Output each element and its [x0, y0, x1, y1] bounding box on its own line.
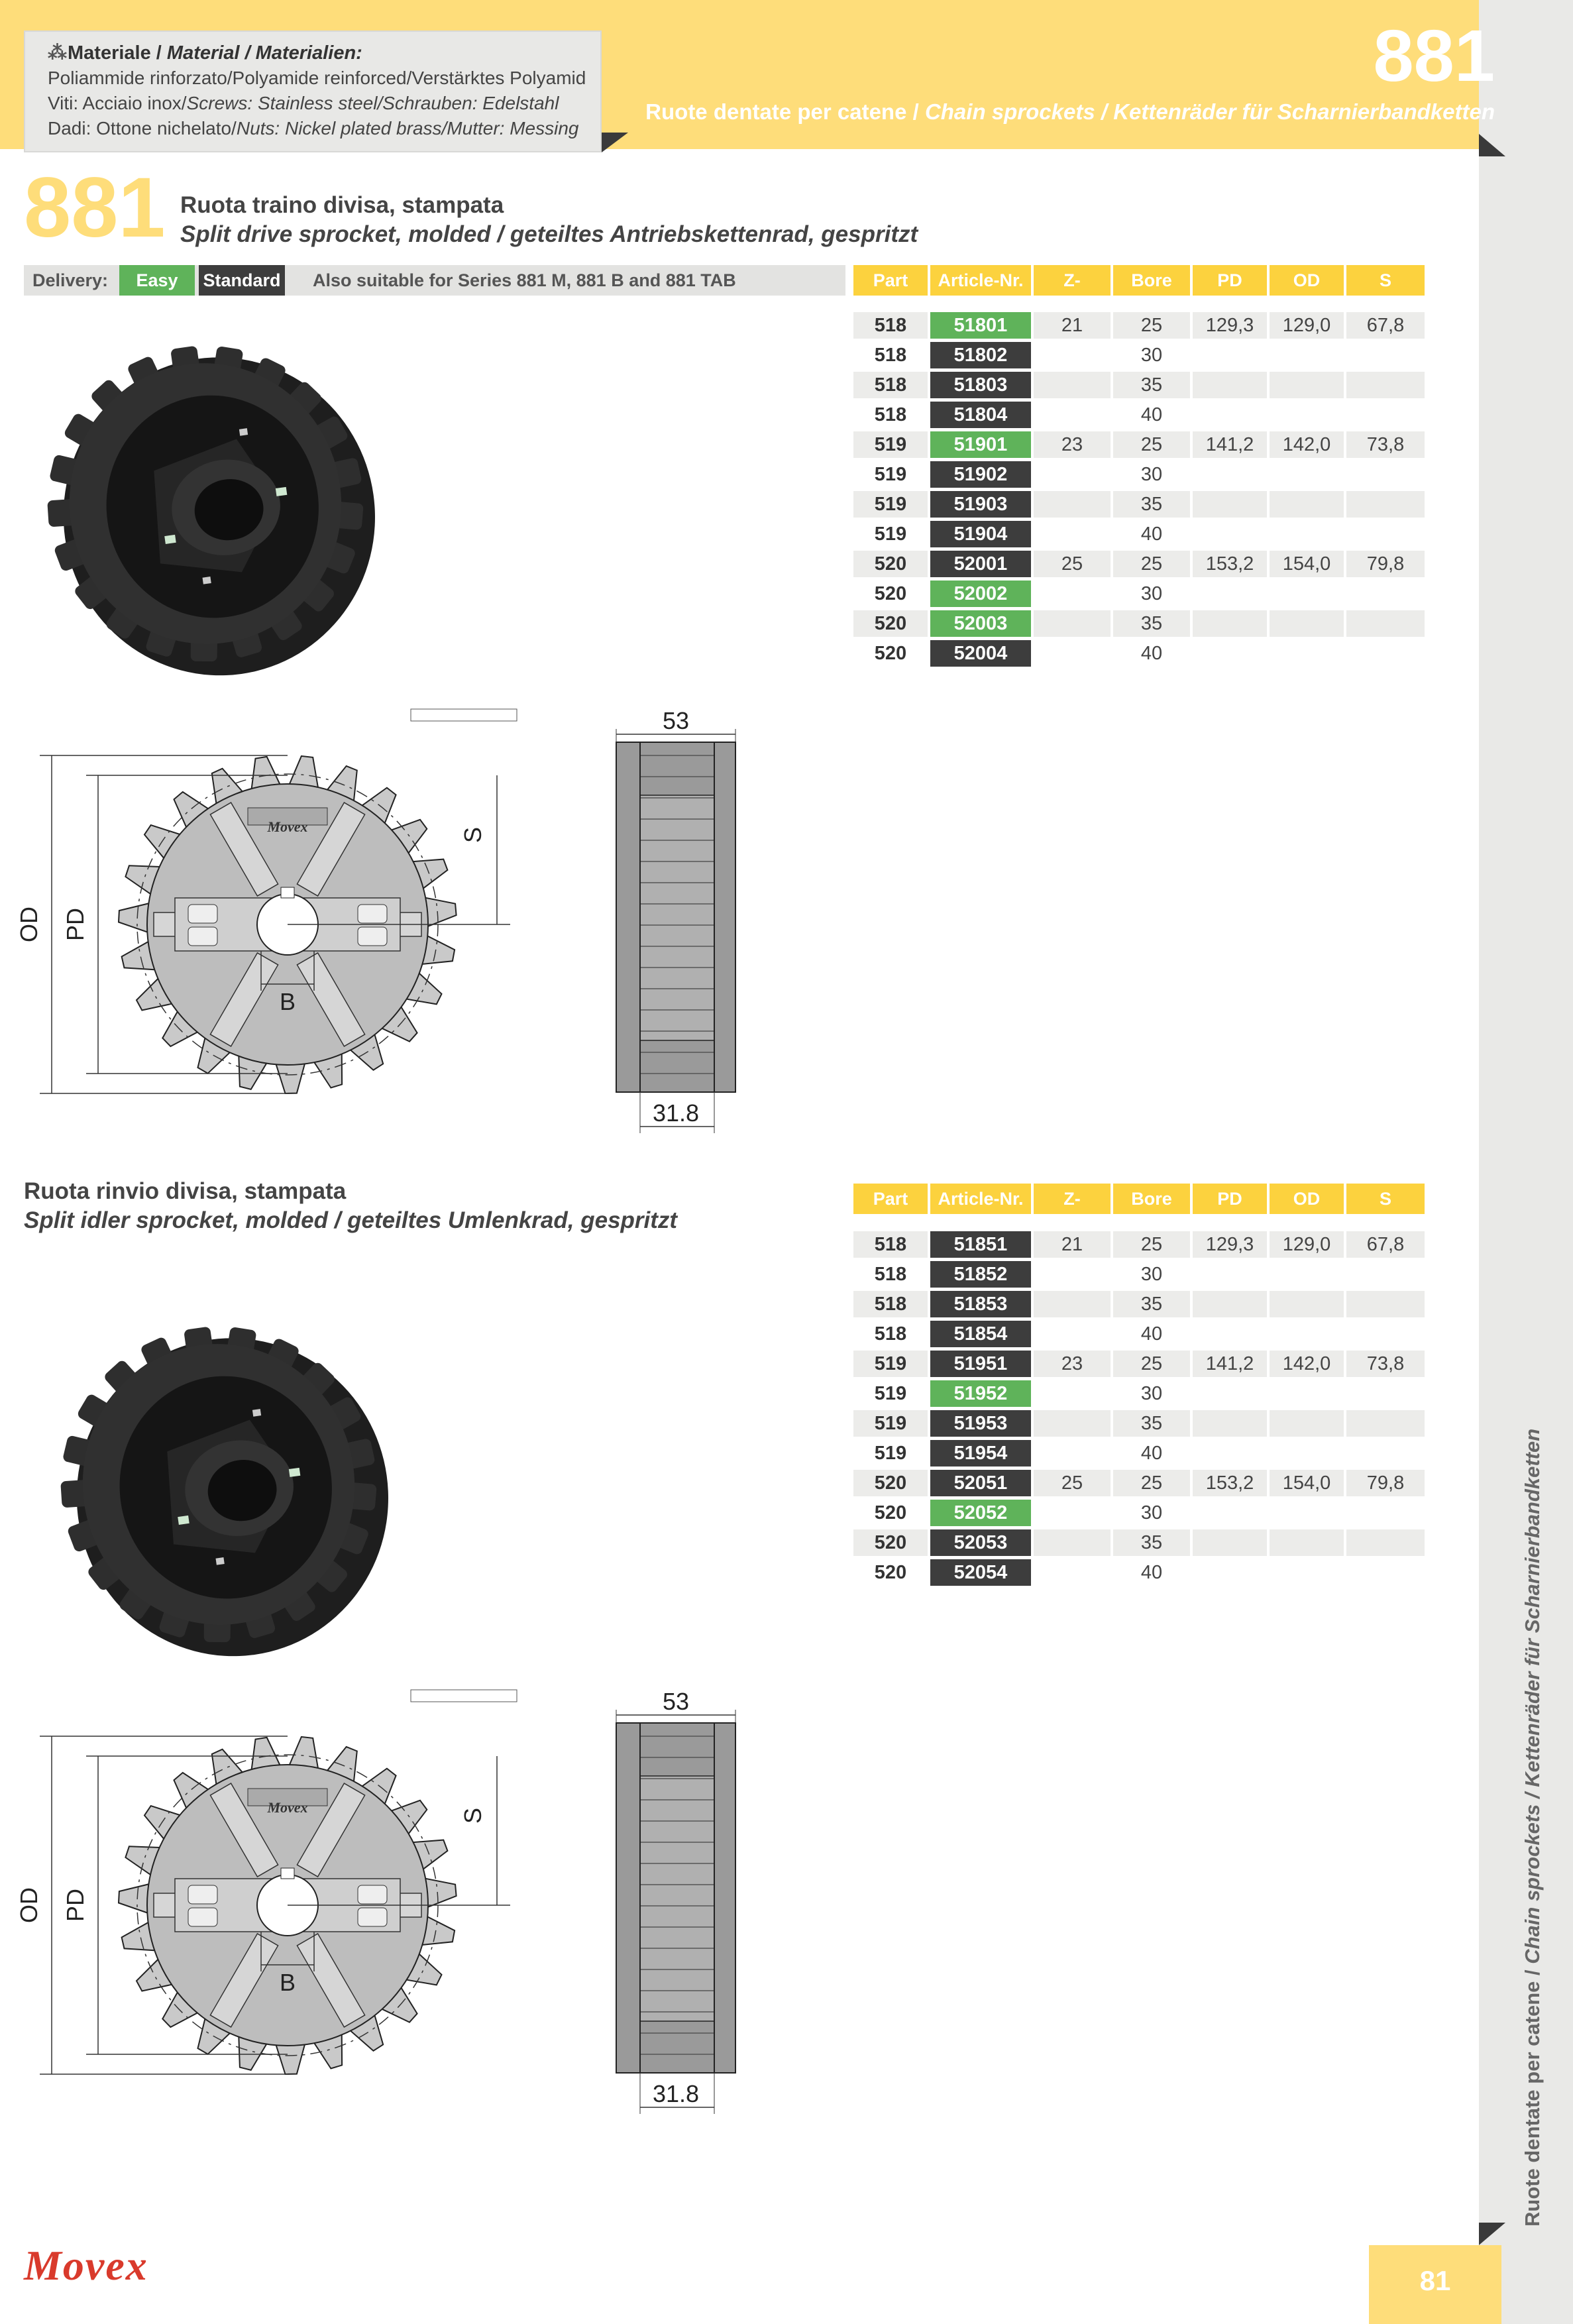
cell-z [1034, 402, 1111, 428]
cell-bore: 35 [1113, 1410, 1190, 1437]
cell-article: 51854 [930, 1321, 1031, 1347]
cell-article: 51801 [930, 312, 1031, 339]
cell-od: 129,0 [1270, 312, 1344, 339]
table-row [853, 581, 1425, 607]
cell-od [1270, 1410, 1344, 1437]
screw-icon [252, 1409, 261, 1417]
bolt-slot [358, 905, 387, 923]
cell-part: 518 [874, 1323, 907, 1345]
delivery-easy-badge: Easy [119, 265, 195, 296]
table-row [853, 461, 1425, 488]
delivery-note: Also suitable for Series 881 M, 881 B and 881 TAB [313, 270, 736, 290]
cell-part: 520 [853, 610, 928, 637]
cell-s [1346, 581, 1425, 607]
b-label: B [279, 988, 296, 1015]
table-row [853, 640, 1425, 667]
table-row [853, 1410, 1425, 1437]
table1-header [853, 265, 1418, 296]
wheel-brand: Movex [267, 818, 308, 835]
cell-bore: 25 [1113, 1351, 1190, 1377]
side-category-label: Ruote dentate per catene / Chain sprockets / Kettenräder für Scharnierbandketten [1521, 1428, 1544, 2227]
table-row [853, 372, 1425, 398]
screw-icon [216, 1557, 225, 1565]
cell-pd [1193, 342, 1267, 368]
width-31-8-label: 31.8 [652, 1099, 700, 1127]
section1-title-it: Ruota traino divisa, stampata [180, 192, 504, 218]
cell-od [1270, 1559, 1344, 1586]
cell-z [1034, 1500, 1111, 1526]
cell-bore: 30 [1140, 1264, 1163, 1285]
th-part: Part [853, 265, 928, 296]
chain-outline [411, 1690, 517, 1702]
cell-article: 51803 [930, 372, 1031, 398]
section2-title-en: Split idler sprocket, molded / geteiltes Umlenkrad, gespritzt [24, 1207, 678, 1233]
table-row [853, 551, 1425, 577]
cell-bore: 40 [1140, 643, 1163, 664]
table-row [853, 1440, 1425, 1466]
cell-pd [1193, 1291, 1267, 1317]
cell-article: 51804 [930, 402, 1031, 428]
screw-icon [203, 577, 211, 584]
table2-header [853, 1184, 1418, 1214]
material-icon: ⁂ [48, 42, 67, 64]
table-row [853, 521, 1425, 547]
cell-article: 51954 [930, 1440, 1031, 1466]
cell-bore: 35 [1113, 491, 1190, 518]
drive-sprocket-photo [40, 318, 384, 689]
cell-z [1034, 1261, 1111, 1288]
cell-s [1346, 1529, 1425, 1556]
screw-icon [289, 1468, 301, 1477]
cell-od [1270, 640, 1344, 667]
width-53-label: 53 [662, 1688, 690, 1715]
cell-od [1270, 521, 1344, 547]
cell-article: 52052 [930, 1500, 1031, 1526]
cell-z [1034, 1321, 1111, 1347]
cell-part: 518 [874, 404, 907, 425]
cell-z [1034, 1559, 1111, 1586]
keyway [281, 887, 294, 898]
series-number: 881 [1373, 15, 1495, 97]
th-z: Z- [1034, 265, 1111, 296]
cell-part: 519 [853, 1410, 928, 1437]
cell-s [1346, 342, 1425, 368]
cell-bore: 25 [1113, 551, 1190, 577]
cell-part: 518 [874, 345, 907, 366]
table-row [853, 1261, 1425, 1288]
table-row [853, 402, 1425, 428]
chain-outline [411, 709, 517, 721]
cell-od: 129,0 [1270, 1231, 1344, 1258]
category-title: Ruote dentate per catene / Chain sprockets / Kettenräder für Scharnierbandketten [645, 99, 1495, 124]
cell-pd [1193, 461, 1267, 488]
cell-part: 518 [853, 312, 928, 339]
cell-pd [1193, 1321, 1267, 1347]
cell-pd [1193, 1440, 1267, 1466]
od-label: OD [15, 907, 42, 942]
cell-article: 52001 [930, 551, 1031, 577]
cell-article: 52054 [930, 1559, 1031, 1586]
cell-part: 518 [874, 1264, 907, 1285]
table-row [853, 312, 1425, 339]
cell-article: 51852 [930, 1261, 1031, 1288]
strip-corner-bottom [1479, 2223, 1505, 2245]
cell-s [1346, 461, 1425, 488]
cell-pd [1193, 1410, 1267, 1437]
cell-bore: 25 [1113, 1470, 1190, 1496]
cell-od: 142,0 [1270, 1351, 1344, 1377]
cell-article: 51903 [930, 491, 1031, 518]
bolt-slot [358, 1908, 387, 1926]
cell-s [1346, 1291, 1425, 1317]
cell-pd [1193, 581, 1267, 607]
cell-z: 25 [1034, 551, 1111, 577]
th-article: Article-Nr. [930, 1184, 1031, 1214]
cell-part: 520 [853, 551, 928, 577]
side-rim [640, 1776, 714, 2021]
table-row [853, 1559, 1425, 1586]
cell-article: 51951 [930, 1351, 1031, 1377]
th-part: Part [853, 1184, 928, 1214]
cell-od [1270, 1500, 1344, 1526]
cell-s [1346, 372, 1425, 398]
cell-s [1346, 1559, 1425, 1586]
bolt-slot [188, 927, 217, 946]
s-label: S [459, 826, 486, 844]
cell-od [1270, 372, 1344, 398]
cell-s [1346, 1321, 1425, 1347]
cell-article: 51902 [930, 461, 1031, 488]
cell-pd [1193, 1380, 1267, 1407]
cell-z: 25 [1034, 1470, 1111, 1496]
th-od: OD [1270, 1184, 1344, 1214]
material-line-3: Dadi: Ottone nichelato/Nuts: Nickel plated brass/Mutter: Messing [48, 118, 579, 138]
th-pd: PD [1193, 1184, 1267, 1214]
cell-z [1034, 640, 1111, 667]
cell-part: 518 [853, 372, 928, 398]
th-bore: Bore [1113, 1184, 1190, 1214]
cell-od [1270, 1380, 1344, 1407]
cell-article: 52003 [930, 610, 1031, 637]
cell-od [1270, 610, 1344, 637]
table-row [853, 342, 1425, 368]
cell-od: 154,0 [1270, 551, 1344, 577]
cell-od [1270, 491, 1344, 518]
cell-article: 52004 [930, 640, 1031, 667]
cell-z [1034, 521, 1111, 547]
cell-part: 519 [853, 431, 928, 458]
cell-s [1346, 610, 1425, 637]
cell-bore: 40 [1140, 524, 1163, 545]
cell-bore: 25 [1113, 1231, 1190, 1258]
cell-s [1346, 1380, 1425, 1407]
cell-article: 51853 [930, 1291, 1031, 1317]
cell-pd [1193, 1559, 1267, 1586]
cell-od: 142,0 [1270, 431, 1344, 458]
delivery-bar [24, 265, 845, 296]
cell-od [1270, 1321, 1344, 1347]
cell-part: 520 [874, 643, 907, 664]
cell-z: 23 [1034, 1351, 1111, 1377]
pd-label: PD [62, 907, 89, 942]
cell-bore: 30 [1140, 583, 1163, 604]
cell-article: 51901 [930, 431, 1031, 458]
s-label: S [459, 1807, 486, 1824]
cell-z: 21 [1034, 1231, 1111, 1258]
cell-od [1270, 1261, 1344, 1288]
cell-article: 51953 [930, 1410, 1031, 1437]
cell-part: 518 [853, 1231, 928, 1258]
cell-part: 520 [874, 583, 907, 604]
page-number: 81 [1419, 2265, 1451, 2296]
cell-z [1034, 1529, 1111, 1556]
table-row [853, 610, 1425, 637]
cell-s [1346, 640, 1425, 667]
side-rim [640, 795, 714, 1040]
material-box [24, 30, 602, 152]
cell-od [1270, 1529, 1344, 1556]
cell-bore: 35 [1113, 1291, 1190, 1317]
screw-icon [164, 535, 176, 544]
cell-bore: 40 [1140, 404, 1163, 425]
cell-pd: 129,3 [1193, 1231, 1267, 1258]
cell-pd [1193, 1529, 1267, 1556]
cell-od [1270, 1440, 1344, 1466]
bolt-slot [188, 905, 217, 923]
cell-bore: 30 [1140, 1502, 1163, 1523]
cell-article: 52002 [930, 581, 1031, 607]
cell-s: 67,8 [1346, 1231, 1425, 1258]
cell-z [1034, 461, 1111, 488]
width-53-label: 53 [662, 707, 690, 734]
th-s: S [1346, 265, 1425, 296]
material-line-2: Viti: Acciaio inox/Screws: Stainless steel/Schrauben: Edelstahl [48, 93, 559, 113]
cell-bore: 30 [1140, 464, 1163, 485]
cell-article: 51802 [930, 342, 1031, 368]
screw-icon [239, 428, 248, 436]
drive-sprocket-side-drawing [596, 702, 769, 1153]
cell-part: 519 [874, 1443, 907, 1464]
table-row [853, 1380, 1425, 1407]
bolt-slot [358, 1885, 387, 1904]
th-z: Z- [1034, 1184, 1111, 1214]
material-line-1: Poliammide rinforzato/Polyamide reinforced/Verstärktes Polyamid [48, 68, 586, 88]
cell-od [1270, 342, 1344, 368]
cell-z [1034, 1380, 1111, 1407]
cell-article: 52053 [930, 1529, 1031, 1556]
th-bore: Bore [1113, 265, 1190, 296]
cell-s [1346, 521, 1425, 547]
cell-pd: 153,2 [1193, 1470, 1267, 1496]
cell-pd: 141,2 [1193, 431, 1267, 458]
cell-bore: 35 [1113, 610, 1190, 637]
cell-article: 51904 [930, 521, 1031, 547]
delivery-standard-badge: Standard [199, 265, 285, 296]
cell-part: 519 [853, 1351, 928, 1377]
cell-z [1034, 342, 1111, 368]
drive-sprocket-drawing [15, 702, 537, 1153]
section2-title-it: Ruota rinvio divisa, stampata [24, 1178, 347, 1204]
cell-od [1270, 402, 1344, 428]
cell-s [1346, 1440, 1425, 1466]
cell-article: 51952 [930, 1380, 1031, 1407]
movex-logo: Movex [24, 2242, 148, 2289]
cell-bore: 30 [1140, 1383, 1163, 1404]
material-title: ⁂Materiale / Material / Materialien: [48, 42, 362, 64]
cell-pd [1193, 640, 1267, 667]
cell-bore: 40 [1140, 1443, 1163, 1464]
b-label: B [279, 1969, 296, 1996]
cell-s: 73,8 [1346, 1351, 1425, 1377]
cell-s [1346, 402, 1425, 428]
cell-part: 520 [874, 1562, 907, 1583]
cell-z [1034, 491, 1111, 518]
cell-od [1270, 1291, 1344, 1317]
cell-od: 154,0 [1270, 1470, 1344, 1496]
cell-pd: 141,2 [1193, 1351, 1267, 1377]
table-row [853, 1321, 1425, 1347]
cell-z [1034, 1291, 1111, 1317]
cell-bore: 35 [1113, 372, 1190, 398]
th-od: OD [1270, 265, 1344, 296]
cell-bore: 40 [1140, 1562, 1163, 1583]
idler-sprocket-drawing [15, 1683, 537, 2134]
table-row [853, 1470, 1425, 1496]
table-row [853, 1529, 1425, 1556]
cell-part: 519 [874, 524, 907, 545]
idler-sprocket-photo [53, 1299, 398, 1670]
cell-z: 21 [1034, 312, 1111, 339]
idler-sprocket-side-drawing [596, 1683, 769, 2134]
pd-label: PD [62, 1888, 89, 1922]
cell-pd [1193, 491, 1267, 518]
bolt-slot [188, 1885, 217, 1904]
cell-bore: 25 [1113, 312, 1190, 339]
table-row [853, 1500, 1425, 1526]
cell-od [1270, 461, 1344, 488]
table-row [853, 1351, 1425, 1377]
cell-pd: 153,2 [1193, 551, 1267, 577]
cell-part: 519 [853, 491, 928, 518]
cell-part: 520 [853, 1529, 928, 1556]
width-31-8-label: 31.8 [652, 2080, 700, 2107]
cell-article: 52051 [930, 1470, 1031, 1496]
table-row [853, 491, 1425, 518]
cell-part: 519 [874, 1383, 907, 1404]
cell-part: 520 [874, 1502, 907, 1523]
cell-s [1346, 1500, 1425, 1526]
cell-od [1270, 581, 1344, 607]
cell-s: 79,8 [1346, 1470, 1425, 1496]
screw-icon [178, 1516, 190, 1525]
cell-z [1034, 1440, 1111, 1466]
cell-pd [1193, 610, 1267, 637]
cell-s: 67,8 [1346, 312, 1425, 339]
cell-pd [1193, 402, 1267, 428]
cell-pd [1193, 1500, 1267, 1526]
cell-z [1034, 581, 1111, 607]
cell-s [1346, 1410, 1425, 1437]
screw-icon [276, 487, 288, 496]
cell-z: 23 [1034, 431, 1111, 458]
cell-pd [1193, 372, 1267, 398]
od-label: OD [15, 1887, 42, 1923]
th-pd: PD [1193, 265, 1267, 296]
cell-z [1034, 610, 1111, 637]
cell-bore: 30 [1140, 345, 1163, 366]
cell-bore: 25 [1113, 431, 1190, 458]
cell-part: 520 [853, 1470, 928, 1496]
cell-article: 51851 [930, 1231, 1031, 1258]
cell-s: 79,8 [1346, 551, 1425, 577]
cell-z [1034, 372, 1111, 398]
cell-bore: 35 [1113, 1529, 1190, 1556]
keyway [281, 1868, 294, 1879]
table-row [853, 431, 1425, 458]
strip-corner-top [1479, 134, 1505, 156]
bolt-slot [358, 927, 387, 946]
cell-part: 519 [874, 464, 907, 485]
table-row [853, 1231, 1425, 1258]
th-s: S [1346, 1184, 1425, 1214]
delivery-label: Delivery: [32, 270, 109, 290]
bolt-slot [188, 1908, 217, 1926]
wheel-brand: Movex [267, 1799, 308, 1816]
cell-part: 518 [853, 1291, 928, 1317]
cell-bore: 40 [1140, 1323, 1163, 1345]
cell-z [1034, 1410, 1111, 1437]
cell-pd [1193, 521, 1267, 547]
cell-pd [1193, 1261, 1267, 1288]
cell-s: 73,8 [1346, 431, 1425, 458]
material-box-corner [602, 133, 628, 152]
cell-s [1346, 491, 1425, 518]
th-article: Article-Nr. [930, 265, 1031, 296]
section-number: 881 [24, 160, 166, 255]
cell-s [1346, 1261, 1425, 1288]
section1-title-en: Split drive sprocket, molded / geteiltes Antriebskettenrad, gespritzt [180, 221, 918, 247]
table-row [853, 1291, 1425, 1317]
cell-pd: 129,3 [1193, 312, 1267, 339]
